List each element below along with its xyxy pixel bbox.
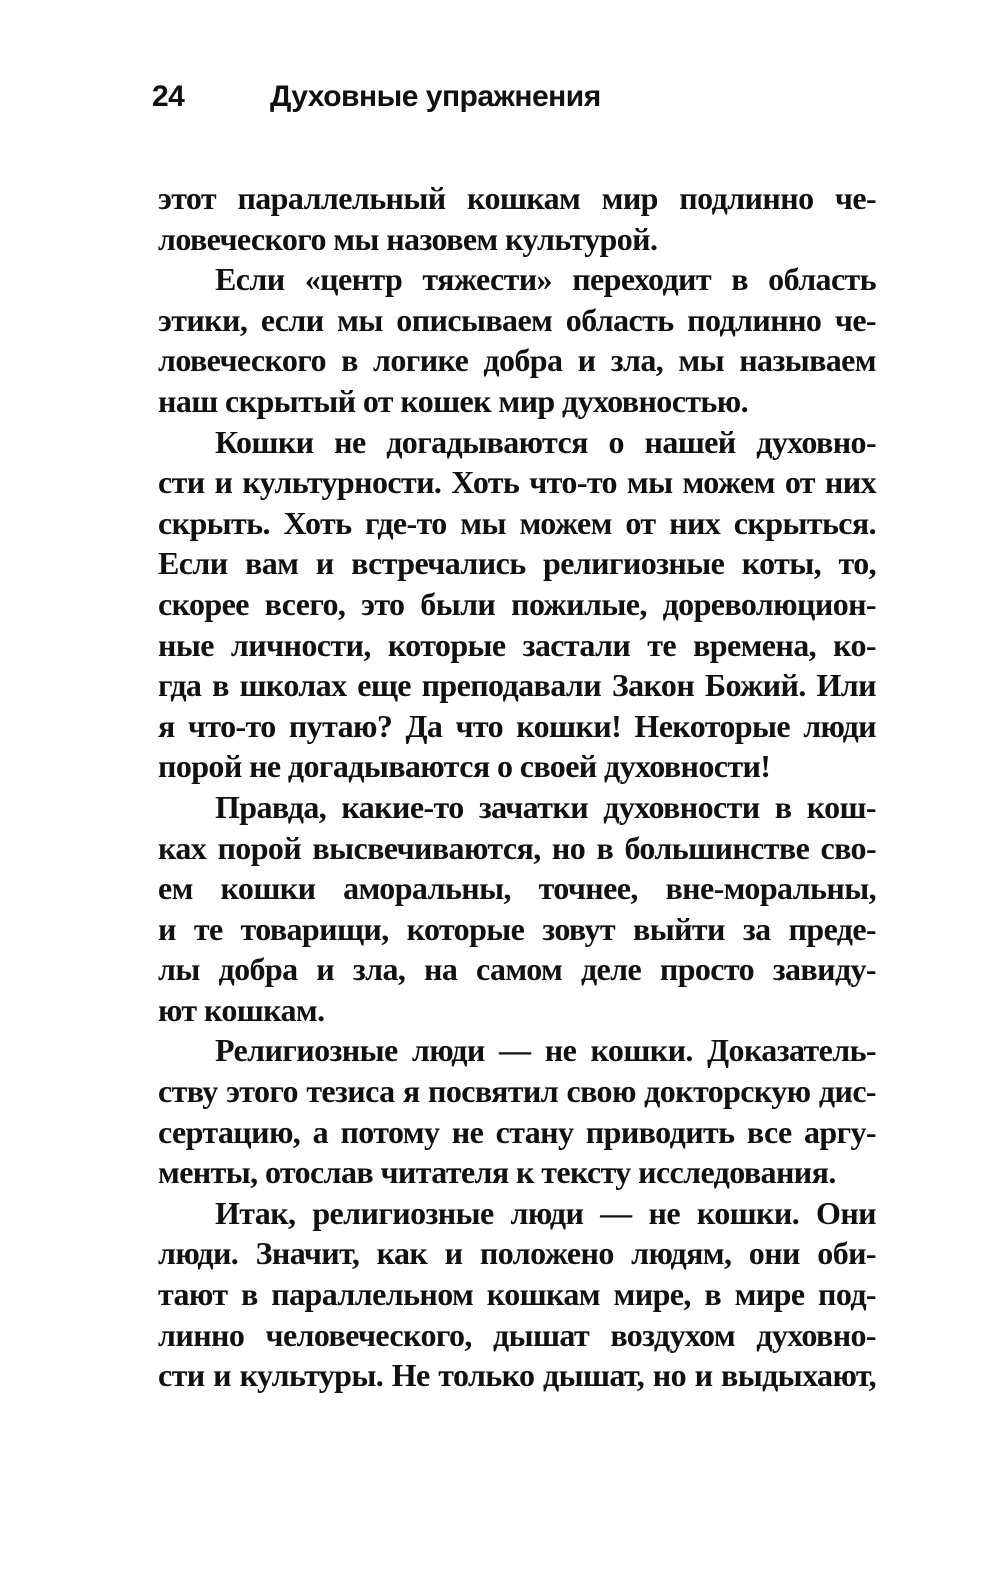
- text-line: ках порой высвечиваются, но в большинстве сво-: [158, 829, 876, 866]
- text-line: и те товарищи, которые зовут выйти за преде-: [158, 910, 876, 947]
- running-title: Духовные упражнения: [270, 80, 601, 113]
- text-line: сти и культуры. Не только дышат, но и выдыхают,: [158, 1357, 876, 1394]
- text-line: Правда, какие-то зачатки духовности в кош-: [215, 788, 876, 825]
- text-line: Если вам и встречались религиозные коты, то,: [158, 545, 876, 582]
- text-line: гда в школах еще преподавали Закон Божий. Или: [158, 667, 876, 704]
- text-line: лы добра и зла, на самом деле просто завиду-: [158, 951, 876, 988]
- text-line: ют кошкам.: [158, 991, 325, 1028]
- text-line: линно человеческого, дышат воздухом духовно-: [158, 1316, 876, 1353]
- text-line: ловеческого мы назовем культурой.: [158, 220, 658, 257]
- text-line: ные личности, которые застали те времена, ко-: [158, 626, 876, 663]
- text-line: Кошки не догадываются о нашей духовно-: [215, 423, 876, 460]
- running-header: [152, 80, 601, 120]
- text-line: скорее всего, это были пожилые, дореволюцион-: [158, 585, 876, 622]
- text-line: ловеческого в логике добра и зла, мы называем: [158, 342, 876, 379]
- text-line: менты, отослав читателя к тексту исследования.: [158, 1154, 836, 1191]
- text-line: я что-то путаю? Да что кошки! Некоторые люди: [158, 707, 876, 744]
- text-line: сти и культурности. Хоть что-то мы можем от них: [158, 464, 876, 501]
- text-line: скрыть. Хоть где-то мы можем от них скрыться.: [158, 504, 876, 541]
- page-number: 24: [152, 80, 185, 113]
- text-line: люди. Значит, как и положено людям, они оби-: [158, 1235, 876, 1272]
- text-line: ству этого тезиса я посвятил свою докторскую дис-: [158, 1073, 876, 1110]
- text-line: ем кошки аморальны, точнее, вне-моральны,: [158, 870, 876, 907]
- text-line: порой не догадываются о своей духовности!: [158, 748, 771, 785]
- text-line: Если «центр тяжести» переходит в область: [215, 261, 876, 298]
- text-line: Итак, религиозные люди — не кошки. Они: [215, 1194, 876, 1231]
- text-line: наш скрытый от кошек мир духовностью.: [158, 382, 749, 419]
- text-line: этот параллельный кошкам мир подлинно че-: [158, 180, 876, 216]
- text-line: сертацию, а потому не стану приводить все аргу-: [158, 1113, 876, 1150]
- text-line: этики, если мы описываем область подлинно че-: [158, 301, 876, 338]
- text-line: Религиозные люди — не кошки. Доказатель-: [215, 1032, 876, 1069]
- text-line: тают в параллельном кошкам мире, в мире под-: [158, 1276, 876, 1313]
- body-text: [158, 178, 876, 1396]
